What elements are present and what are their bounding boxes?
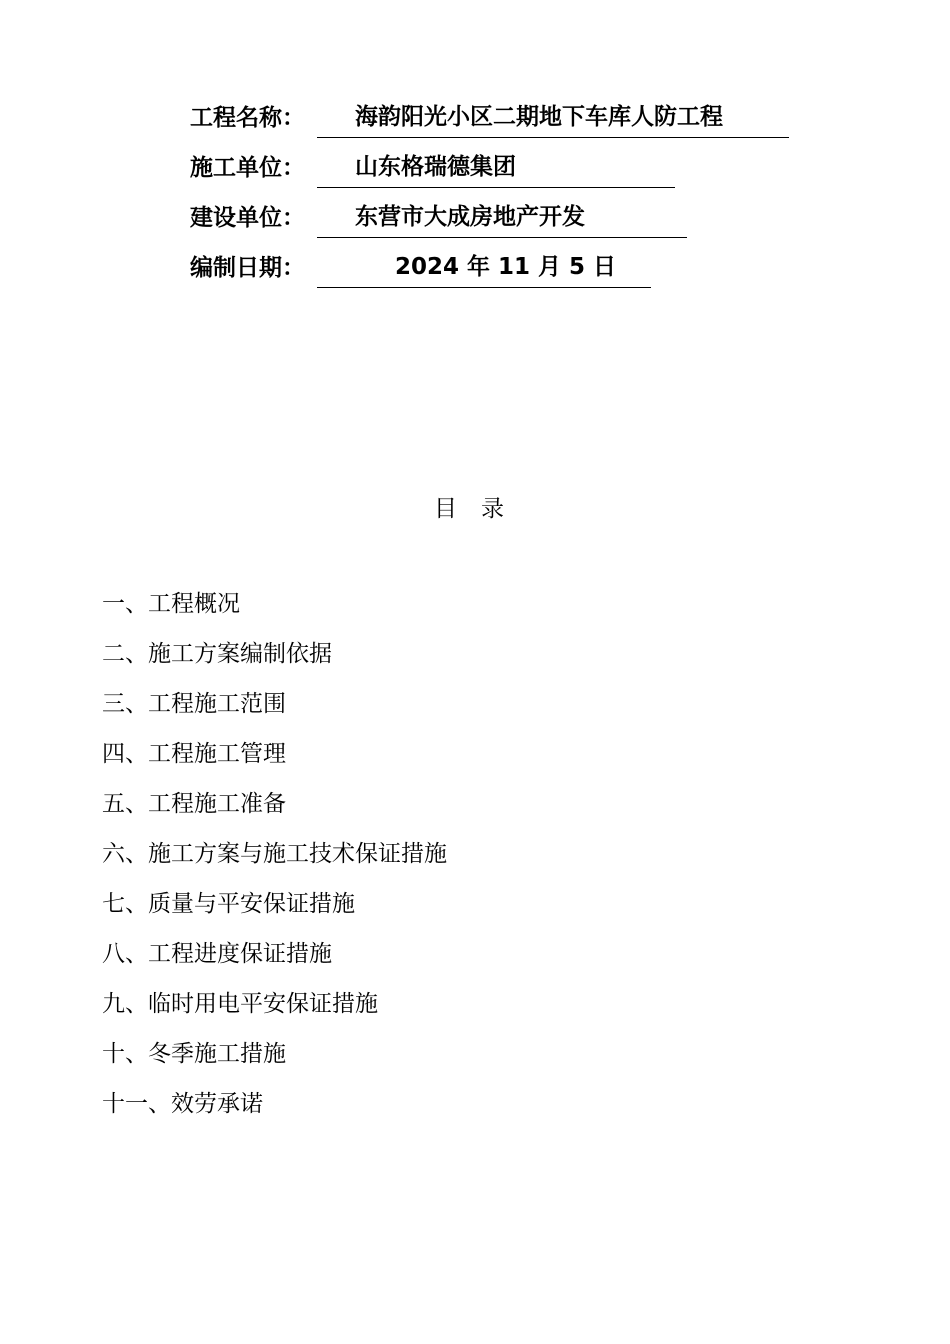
contractor-row: [190, 138, 830, 188]
toc-item: 七、质量与平安保证措施: [102, 891, 355, 917]
date-value: 2024 年 11 月 5 日: [317, 248, 651, 288]
toc-title: 目录: [434, 496, 528, 522]
developer-label: 建设单位：: [190, 205, 305, 231]
date-row: [190, 238, 830, 288]
toc-item: 十、冬季施工措施: [102, 1041, 286, 1067]
toc-item: 一、工程概况: [102, 591, 240, 617]
project-name-row: [190, 88, 830, 138]
contractor-value: 山东格瑞德集团: [317, 148, 675, 188]
contractor-label: 施工单位：: [190, 155, 305, 181]
developer-row: [190, 188, 830, 238]
toc-item: 八、工程进度保证措施: [102, 941, 332, 967]
toc-list: [102, 588, 447, 1138]
project-name-label: 工程名称：: [190, 105, 305, 131]
project-info-block: [190, 88, 830, 288]
developer-value: 东营市大成房地产开发: [317, 198, 687, 238]
date-label: 编制日期：: [190, 255, 305, 281]
toc-item: 三、工程施工范围: [102, 691, 286, 717]
toc-item: 五、工程施工准备: [102, 791, 286, 817]
toc-item: 四、工程施工管理: [102, 741, 286, 767]
toc-item: 六、施工方案与施工技术保证措施: [102, 841, 447, 867]
project-name-value: 海韵阳光小区二期地下车库人防工程: [317, 98, 789, 138]
toc-item: 二、施工方案编制依据: [102, 641, 332, 667]
toc-item: 九、临时用电平安保证措施: [102, 991, 378, 1017]
toc-item: 十一、效劳承诺: [102, 1091, 263, 1117]
